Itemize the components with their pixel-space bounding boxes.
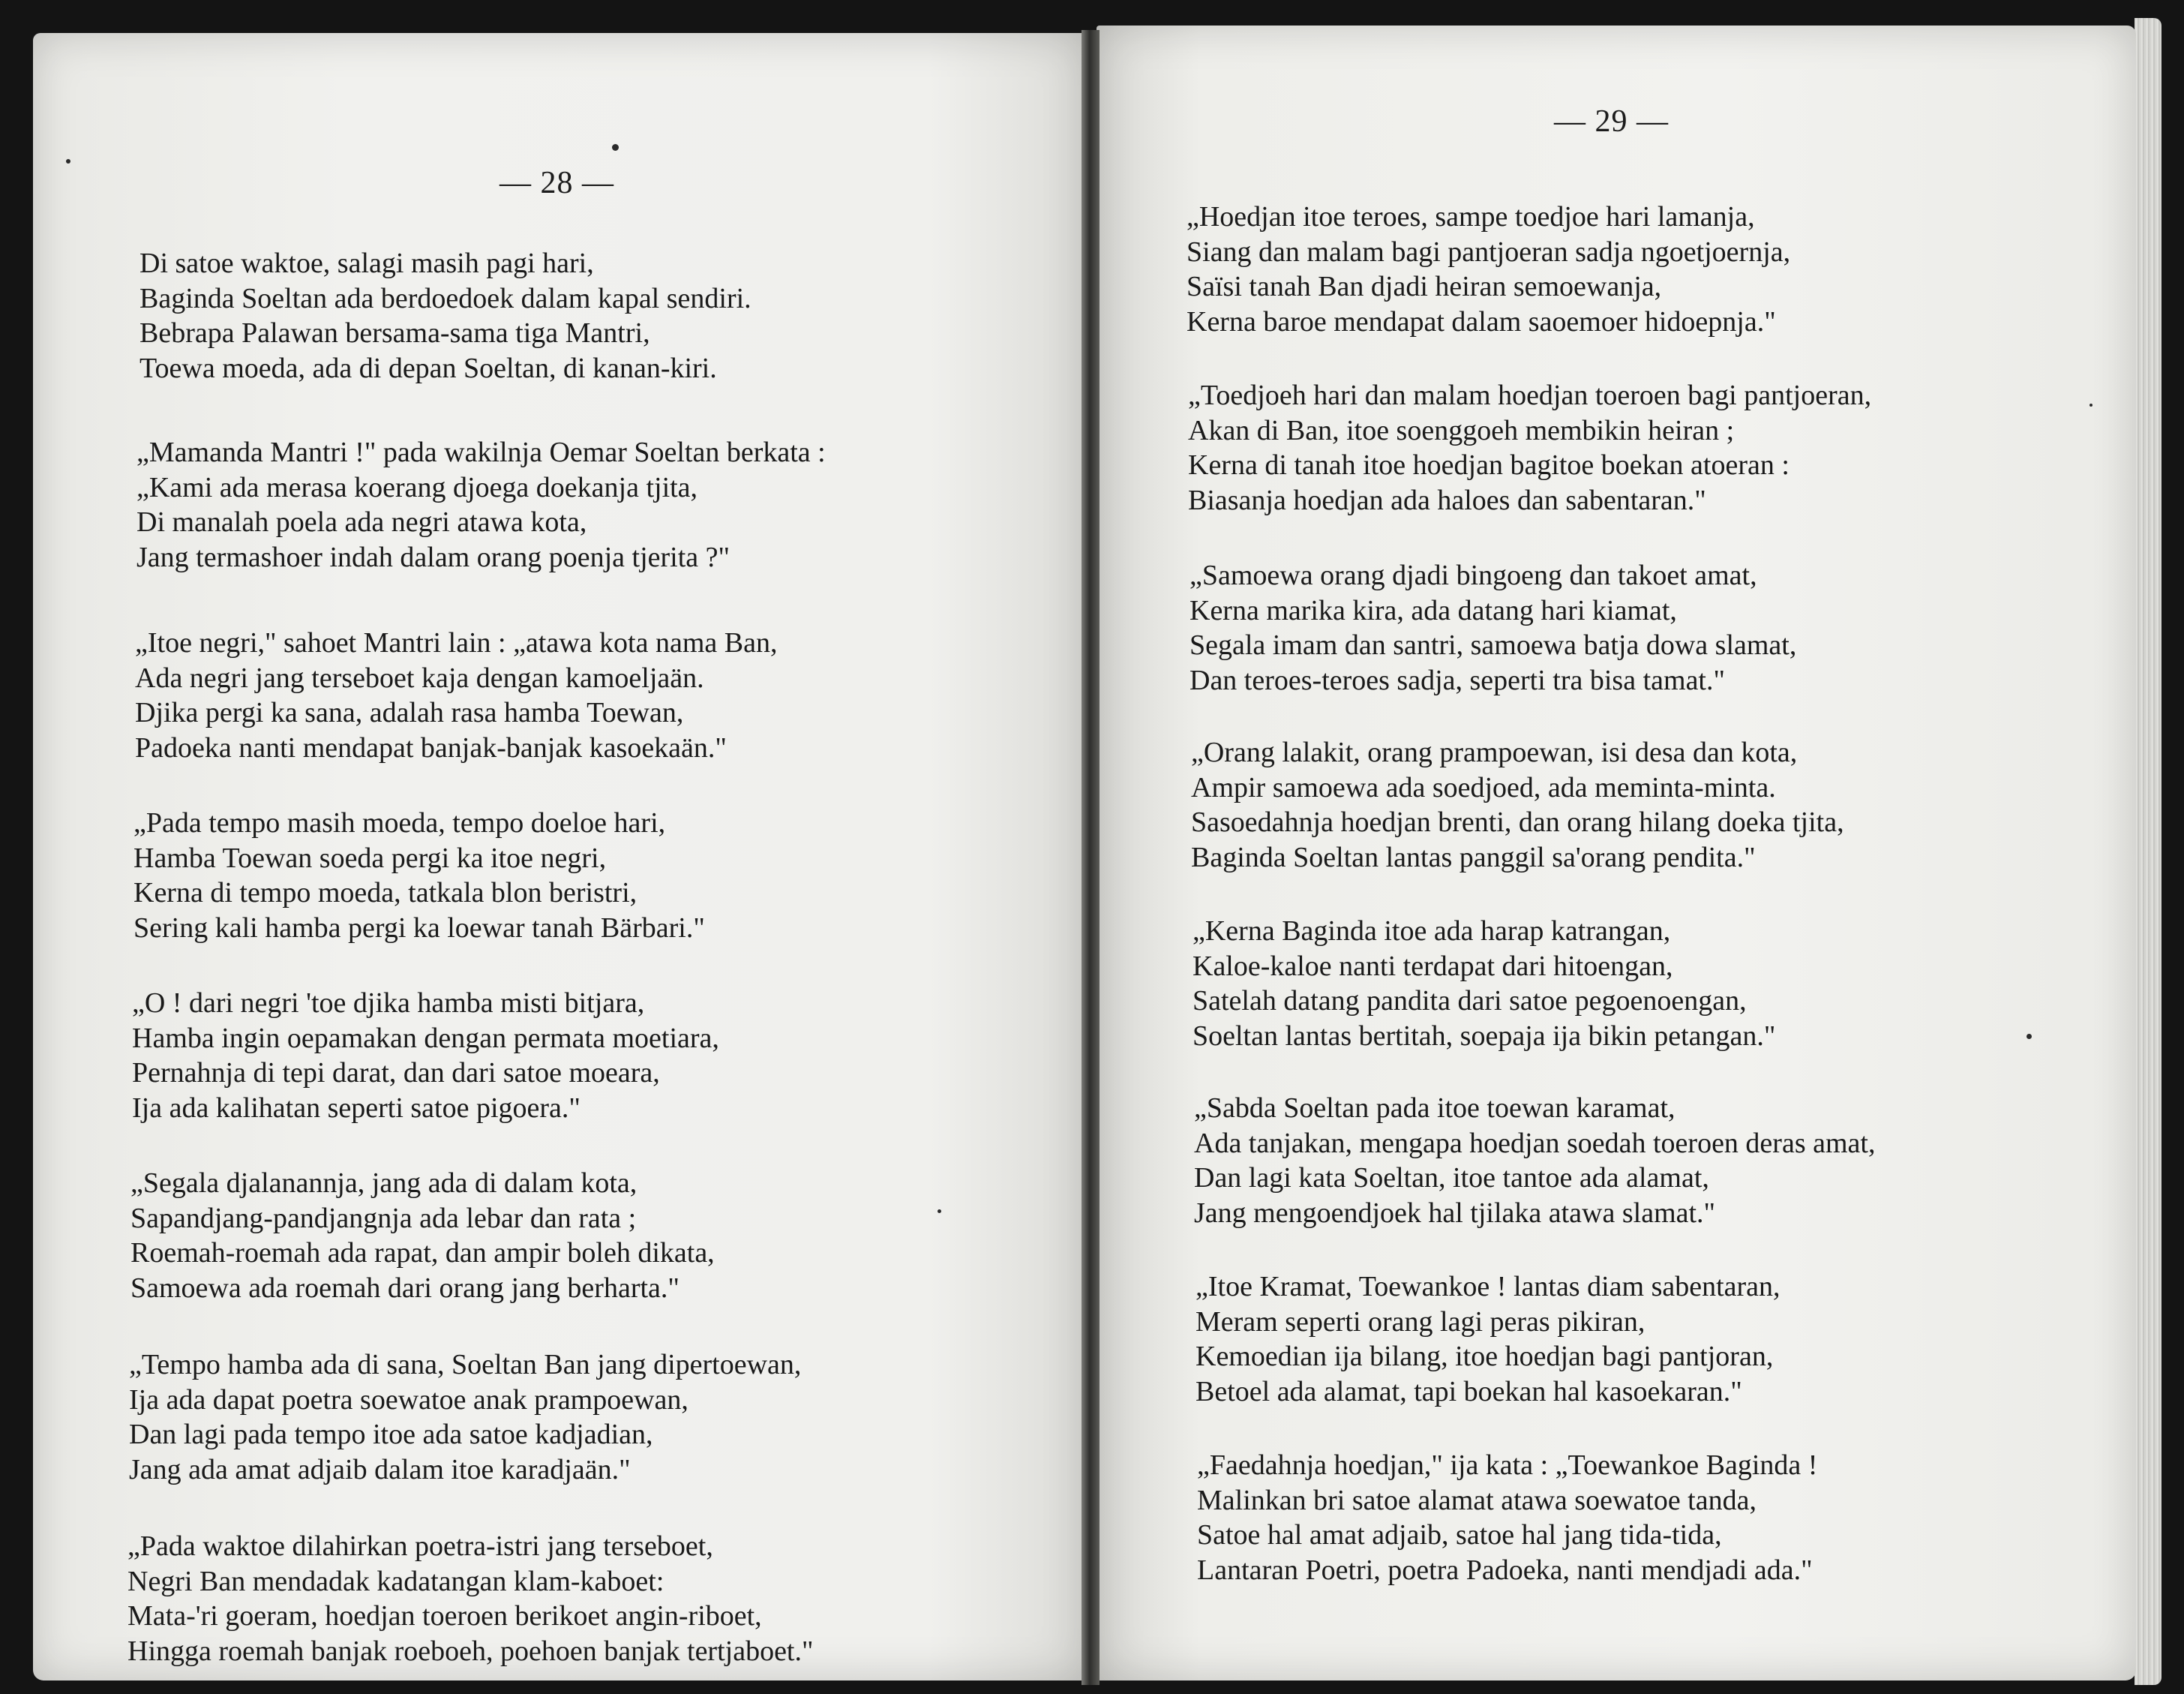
verse-line: Meram seperti orang lagi peras pikiran,: [1196, 1305, 1646, 1338]
verse-line: Malinkan bri satoe alamat atawa soewatoe tanda,: [1197, 1484, 1756, 1516]
verse-line: Hingga roemah banjak roeboeh, poehoen banjak tertjaboet.": [128, 1635, 814, 1667]
verse-line: Hamba Toewan soeda pergi ka itoe negri,: [134, 842, 607, 874]
book-gutter: [1082, 30, 1100, 1685]
verse-line: Jang ada amat adjaib dalam itoe karadjaän.": [129, 1453, 631, 1485]
verse-line: Satoe hal amat adjaib, satoe hal jang tida-tida,: [1197, 1519, 1722, 1551]
stanza: [1186, 200, 1790, 339]
verse-line: Lantaran Poetri, poetra Padoeka, nanti mendjadi ada.": [1197, 1554, 1813, 1586]
verse-line: „Itoe negri," sahoet Mantri lain : „atawa kota nama Ban,: [135, 627, 778, 659]
verse-line: „Mamanda Mantri !" pada wakilnja Oemar Soeltan berkata :: [136, 437, 826, 468]
verse-line: Ija ada dapat poetra soewatoe anak prampoewan,: [129, 1383, 688, 1416]
verse-line: Dan lagi pada tempo itoe ada satoe kadjadian,: [129, 1419, 653, 1450]
verse-line: „Segala djalanannja, jang ada di dalam kota,: [130, 1167, 638, 1199]
stanza: [1196, 1269, 1780, 1409]
verse-line: Toewa moeda, ada di depan Soeltan, di kanan-kiri.: [140, 352, 717, 384]
verse-line: Baginda Soeltan lantas panggil sa'orang pendita.": [1191, 841, 1756, 873]
verse-line: Jang termashoer indah dalam orang poenja tjerita ?": [136, 541, 730, 573]
verse-line: Ada tanjakan, mengapa hoedjan soedah toeroen deras amat,: [1194, 1127, 1876, 1159]
verse-line: Segala imam dan santri, samoewa batja dowa slamat,: [1190, 629, 1797, 661]
verse-line: Jang mengoendjoek hal tjilaka atawa slamat.": [1194, 1197, 1716, 1229]
page-number: — 29 —: [1554, 104, 1669, 139]
verse-line: Satelah datang pandita dari satoe pegoenoengan,: [1192, 985, 1747, 1017]
verse-line: Roemah-roemah ada rapat, dan ampir boleh dikata,: [130, 1237, 715, 1269]
verse-line: „Kerna Baginda itoe ada harap katrangan,: [1192, 915, 1671, 947]
page-number: — 28 —: [500, 166, 614, 200]
verse-line: Sering kali hamba pergi ka loewar tanah Bärbari.": [134, 912, 705, 944]
stanza: [135, 626, 777, 765]
verse-line: Soeltan lantas bertitah, soepaja ija bikin petangan.": [1192, 1020, 1776, 1052]
verse-line: Kerna baroe mendapat dalam saoemoer hidoepnja.": [1186, 305, 1776, 338]
right-page: [1096, 26, 2136, 1680]
verse-line: „Sabda Soeltan pada itoe toewan karamat,: [1194, 1092, 1676, 1124]
verse-line: Sapandjang-pandjangnja ada lebar dan rata ;: [130, 1202, 637, 1234]
verse-line: Biasanja hoedjan ada haloes dan sabentaran.": [1188, 484, 1706, 516]
verse-line: Kerna di tanah itoe hoedjan bagitoe boekan atoeran :: [1188, 449, 1790, 481]
verse-line: Baginda Soeltan ada berdoedoek dalam kapal sendiri.: [140, 282, 752, 314]
verse-line: Kaloe-kaloe nanti terdapat dari hitoengan,: [1192, 950, 1673, 982]
verse-line: Bebrapa Palawan bersama-sama tiga Mantri,: [140, 317, 650, 349]
verse-line: Kemoedian ija bilang, itoe hoedjan bagi pantjoran,: [1196, 1341, 1774, 1372]
ink-speck: [2026, 1034, 2032, 1039]
verse-line: „Pada tempo masih moeda, tempo doeloe hari,: [134, 807, 666, 839]
verse-line: Ada negri jang terseboet kaja dengan kamoeljaän.: [135, 662, 704, 694]
verse-line: „Samoewa orang djadi bingoeng dan takoet amat,: [1190, 560, 1757, 591]
ink-speck: [938, 1209, 941, 1213]
verse-line: „Faedahnja hoedjan," ija kata : „Toewankoe Baginda !: [1197, 1449, 1818, 1481]
verse-line: Saïsi tanah Ban djadi heiran semoewanja,: [1186, 271, 1662, 302]
verse-line: „Pada waktoe dilahirkan poetra-istri jang terseboet,: [128, 1530, 713, 1562]
verse-line: Di satoe waktoe, salagi masih pagi hari,: [140, 248, 594, 279]
verse-line: Dan lagi kata Soeltan, itoe tantoe ada alamat,: [1194, 1162, 1709, 1194]
verse-line: Dan teroes-teroes sadja, seperti tra bisa tamat.": [1190, 664, 1726, 696]
verse-line: „O ! dari negri 'toe djika hamba misti bitjara,: [132, 987, 645, 1019]
verse-line: Samoewa ada roemah dari orang jang berharta.": [130, 1272, 680, 1304]
verse-line: Di manalah poela ada negri atawa kota,: [136, 506, 587, 538]
verse-line: Akan di Ban, itoe soenggoeh membikin heiran ;: [1188, 414, 1735, 446]
verse-line: Negri Ban mendadak kadatangan klam-kaboet:: [128, 1565, 664, 1597]
verse-line: Kerna marika kira, ada datang hari kiamat,: [1190, 594, 1677, 626]
verse-line: Sasoedahnja hoedjan brenti, dan orang hilang doeka tjita,: [1191, 806, 1844, 838]
verse-line: Hamba ingin oepamakan dengan permata moetiara,: [132, 1022, 719, 1054]
verse-line: Padoeka nanti mendapat banjak-banjak kasoekaän.": [135, 731, 727, 764]
stanza: [1192, 914, 1775, 1053]
stanza: [140, 246, 752, 386]
verse-line: Siang dan malam bagi pantjoeran sadja ngoetjoernja,: [1186, 236, 1791, 268]
verse-line: „Tempo hamba ada di sana, Soeltan Ban jang dipertoewan,: [129, 1349, 802, 1380]
verse-line: Betoel ada alamat, tapi boekan hal kasoekaran.": [1196, 1375, 1742, 1407]
stanza: [1188, 378, 1871, 518]
ink-speck: [2090, 404, 2092, 407]
verse-line: „Orang lalakit, orang prampoewan, isi desa dan kota,: [1191, 737, 1798, 768]
verse-line: Pernahnja di tepi darat, dan dari satoe moeara,: [132, 1057, 660, 1089]
stanza: [129, 1347, 801, 1487]
stanza: [128, 1529, 814, 1668]
left-page: [33, 33, 1086, 1680]
verse-line: Ampir samoewa ada soedjoed, ada meminta-minta.: [1191, 771, 1776, 803]
stanza: [1194, 1091, 1875, 1230]
stanza: [1190, 558, 1796, 698]
stanza: [130, 1166, 715, 1305]
verse-line: Mata-'ri goeram, hoedjan toeroen berikoet angin-riboet,: [128, 1600, 762, 1632]
verse-line: „Hoedjan itoe teroes, sampe toedjoe hari lamanja,: [1186, 201, 1755, 233]
ink-speck: [612, 144, 619, 151]
stanza: [136, 435, 826, 575]
stanza: [1197, 1448, 1817, 1587]
verse-line: Ija ada kalihatan seperti satoe pigoera.": [132, 1092, 580, 1124]
stanza: [134, 806, 705, 945]
verse-line: Djika pergi ka sana, adalah rasa hamba Toewan,: [135, 697, 684, 728]
verse-line: „Toedjoeh hari dan malam hoedjan toeroen bagi pantjoeran,: [1188, 380, 1872, 411]
verse-line: „Itoe Kramat, Toewankoe ! lantas diam sabentaran,: [1196, 1271, 1780, 1302]
page-edges: [2134, 18, 2162, 1685]
verse-line: Kerna di tempo moeda, tatkala blon beristri,: [134, 877, 638, 909]
ink-speck: [66, 159, 70, 164]
verse-line: „Kami ada merasa koerang djoega doekanja tjita,: [136, 471, 698, 503]
stanza: [132, 986, 719, 1125]
stanza: [1191, 735, 1844, 875]
